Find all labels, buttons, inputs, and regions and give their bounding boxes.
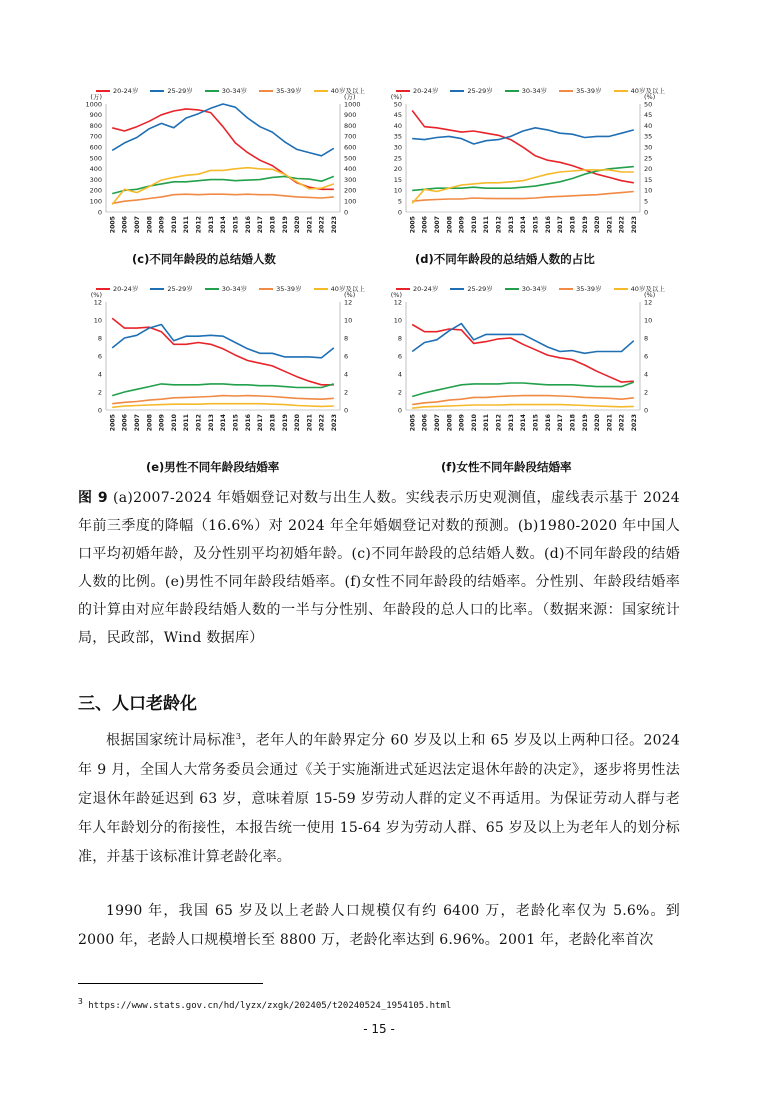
footnote-ref[interactable]: 3 [235, 732, 242, 741]
y-tick-label-right: 15 [644, 175, 653, 184]
x-tick-label: 2014 [520, 216, 528, 234]
legend-swatch [96, 90, 110, 92]
series-line [412, 324, 634, 354]
y-tick-label-right: 40 [644, 121, 653, 130]
x-tick-label: 2017 [257, 216, 265, 234]
y-tick-label-left: 0 [97, 208, 102, 217]
chart-svg [378, 280, 668, 440]
legend-swatch [396, 90, 410, 92]
y-tick-label-left: 12 [393, 298, 402, 307]
y-tick-label-left: 35 [393, 132, 402, 141]
y-tick-label-right: 100 [344, 197, 357, 206]
y-tick-label-right: 1000 [344, 100, 361, 109]
x-tick-label: 2008 [446, 216, 454, 234]
x-tick-label: 2010 [170, 414, 178, 432]
y-tick-label-right: 6 [344, 352, 349, 361]
legend-swatch [205, 90, 219, 92]
chart-legend [396, 86, 677, 95]
series-line [112, 109, 334, 189]
legend-item [505, 284, 547, 293]
chart-panel-c [78, 82, 368, 262]
y-tick-label-left: 40 [393, 121, 402, 130]
x-tick-label: 2023 [331, 216, 339, 234]
x-tick-label: 2018 [269, 414, 277, 432]
x-tick-label: 2020 [594, 216, 602, 234]
y-tick-label-left: 50 [393, 100, 402, 109]
legend-item [150, 86, 192, 95]
y-tick-label-left: 10 [93, 316, 102, 325]
legend-swatch [614, 288, 628, 290]
y-tick-label-right: 2 [344, 388, 349, 397]
x-tick-label: 2014 [220, 414, 228, 432]
x-tick-label: 2009 [458, 414, 466, 432]
chart-legend [96, 284, 377, 293]
y-tick-label-right: 200 [344, 186, 357, 195]
y-tick-label-left: 0 [397, 208, 402, 217]
x-tick-label: 2013 [507, 414, 515, 432]
series-line [412, 128, 634, 144]
y-tick-label-right: 0 [644, 208, 649, 217]
chart-panel-d [378, 82, 668, 262]
legend-label: 40岁及以上 [330, 285, 365, 293]
x-tick-label: 2006 [421, 216, 429, 234]
legend-item [205, 284, 247, 293]
legend-label: 20-24岁 [113, 285, 139, 293]
legend-swatch [96, 288, 110, 290]
y-tick-label-left: 900 [89, 111, 102, 120]
x-tick-label: 2011 [483, 216, 491, 234]
x-tick-label: 2006 [421, 414, 429, 432]
y-tick-label-left: 5 [397, 197, 402, 206]
y-tick-label-right: 10 [644, 316, 653, 325]
x-tick-label: 2016 [244, 216, 252, 234]
legend-item [205, 86, 247, 95]
legend-swatch [505, 90, 519, 92]
legend-swatch [450, 90, 464, 92]
x-tick-label: 2019 [581, 216, 589, 234]
y-tick-label-left: 300 [89, 175, 102, 184]
x-tick-label: 2023 [331, 414, 339, 432]
chart-svg [78, 280, 368, 440]
legend-item [259, 284, 301, 293]
y-tick-label-left: 20 [393, 165, 402, 174]
y-tick-label-left: 6 [397, 352, 402, 361]
x-tick-label: 2007 [433, 414, 441, 432]
paragraph-1 [78, 722, 680, 872]
legend-label: 35-39岁 [276, 87, 302, 95]
figure-label: 图 9 [78, 490, 108, 506]
x-tick-label: 2007 [133, 216, 141, 234]
legend-item [450, 86, 492, 95]
series-line [112, 404, 334, 408]
legend-label: 35-39岁 [576, 87, 602, 95]
legend-swatch [314, 90, 328, 92]
legend-swatch [314, 288, 328, 290]
figure-caption [78, 484, 680, 652]
y-tick-label-right: 12 [644, 298, 653, 307]
x-tick-label: 2007 [133, 414, 141, 432]
x-tick-label: 2021 [606, 216, 614, 234]
y-tick-label-right: 600 [344, 143, 357, 152]
x-tick-label: 2011 [483, 414, 491, 432]
legend-label: 30-34岁 [221, 87, 248, 95]
x-tick-label: 2019 [281, 414, 289, 432]
x-tick-label: 2010 [470, 216, 478, 234]
chart-panel-e [78, 280, 368, 460]
legend-item [396, 86, 438, 95]
y-tick-label-right: 500 [344, 154, 357, 163]
x-tick-label: 2009 [158, 414, 166, 432]
y-tick-label-right: 0 [344, 208, 349, 217]
x-tick-label: 2015 [532, 216, 540, 234]
y-tick-label-right: 0 [344, 406, 349, 415]
y-tick-label-left: 0 [97, 406, 102, 415]
legend-label: 25-29岁 [167, 285, 193, 293]
legend-item [259, 86, 301, 95]
legend-swatch [205, 288, 219, 290]
legend-swatch [559, 90, 573, 92]
x-tick-label: 2010 [170, 216, 178, 234]
legend-label: 20-24岁 [413, 285, 439, 293]
legend-label: 35-39岁 [276, 285, 302, 293]
x-tick-label: 2018 [269, 216, 277, 234]
y-tick-label-right: 20 [644, 165, 653, 174]
legend-item [559, 284, 601, 293]
y-tick-label-left: 15 [393, 175, 402, 184]
x-tick-label: 2014 [220, 216, 228, 234]
x-tick-label: 2012 [195, 414, 203, 432]
series-line [412, 111, 634, 183]
series-line [112, 104, 334, 156]
y-tick-label-right: 0 [644, 406, 649, 415]
legend-label: 30-34岁 [521, 87, 548, 95]
x-tick-label: 2008 [446, 414, 454, 432]
y-unit-left: (%) [390, 93, 402, 101]
y-tick-label-left: 100 [89, 197, 102, 206]
y-tick-label-right: 12 [344, 298, 353, 307]
chart-svg [378, 82, 668, 242]
y-tick-label-right: 50 [644, 100, 653, 109]
legend-label: 25-29岁 [467, 285, 493, 293]
x-tick-label: 2013 [207, 414, 215, 432]
legend-swatch [396, 288, 410, 290]
x-tick-label: 2017 [257, 414, 265, 432]
chart-legend [96, 86, 377, 95]
x-tick-label: 2005 [409, 216, 417, 234]
x-tick-label: 2020 [294, 414, 302, 432]
chart-svg [78, 82, 368, 242]
x-tick-label: 2017 [557, 414, 565, 432]
legend-label: 30-34岁 [221, 285, 248, 293]
legend-swatch [259, 90, 273, 92]
y-tick-label-right: 35 [644, 132, 653, 141]
legend-swatch [259, 288, 273, 290]
series-line [412, 382, 634, 396]
x-tick-label: 2016 [544, 414, 552, 432]
y-tick-label-right: 4 [344, 370, 349, 379]
series-line [112, 318, 334, 385]
y-unit-left: (%) [390, 291, 402, 299]
x-tick-label: 2009 [458, 216, 466, 234]
legend-item [505, 86, 547, 95]
x-tick-label: 2005 [109, 414, 117, 432]
y-tick-label-left: 1000 [85, 100, 102, 109]
y-tick-label-right: 300 [344, 175, 357, 184]
x-tick-label: 2022 [618, 414, 626, 432]
y-tick-label-left: 2 [397, 388, 402, 397]
x-tick-label: 2016 [544, 216, 552, 234]
y-tick-label-right: 10 [344, 316, 353, 325]
x-tick-label: 2010 [470, 414, 478, 432]
legend-label: 35-39岁 [576, 285, 602, 293]
section-heading: 三、人口老龄化 [78, 694, 197, 714]
footnote-rule [78, 983, 263, 984]
y-tick-label-right: 4 [644, 370, 649, 379]
series-line [112, 325, 334, 358]
x-tick-label: 2007 [433, 216, 441, 234]
legend-swatch [559, 288, 573, 290]
x-tick-label: 2019 [581, 414, 589, 432]
legend-label: 40岁及以上 [630, 285, 665, 293]
series-line [412, 405, 634, 409]
x-tick-label: 2006 [121, 414, 129, 432]
paragraph-2-text: 1990 年，我国 65 岁及以上老龄人口规模仅有约 6400 万，老龄化率仅为 5.6%。到 2000 年，老龄人口规模增长至 8800 万，老龄化率达到 6.96%。2001 年，老龄化率首次 [78, 903, 680, 948]
legend-label: 40岁及以上 [630, 87, 665, 95]
legend-item [614, 284, 665, 293]
figure-caption-text: (a)2007-2024 年婚姻登记对数与出生人数。实线表示历史观测值，虚线表示基于 2024 年前三季度的降幅（16.6%）对 2024 年全年婚姻登记对数的预测。(b)1980-2020 年中国人口平均初婚年龄，及分性别平均初婚年龄。(c)不同年龄段的总结婚人数。(d)不同年龄段的结婚人数的比例。(e)男性不同年龄段结婚率。(f)女性不同年龄段的结婚率。分性别、年龄段结婚率的计算由对应年龄段结婚人数的一半与分性别、年龄段的总人口的比率。（数据来源：国家统计局，民政部，Wind 数据库） [78, 490, 680, 646]
x-tick-label: 2015 [232, 216, 240, 234]
legend-item [314, 284, 365, 293]
legend-item [559, 86, 601, 95]
y-tick-label-left: 6 [97, 352, 102, 361]
x-tick-label: 2022 [318, 414, 326, 432]
legend-swatch [614, 90, 628, 92]
x-tick-label: 2022 [318, 215, 326, 234]
chart-caption-c: (c)不同年龄段的总结婚人数 [132, 252, 276, 266]
y-tick-label-left: 200 [89, 186, 102, 195]
series-line [112, 384, 334, 396]
legend-item [614, 86, 665, 95]
legend-swatch [150, 90, 164, 92]
legend-label: 20-24岁 [413, 87, 439, 95]
y-unit-right: (万) [344, 93, 356, 101]
y-tick-label-left: 500 [89, 154, 102, 163]
y-unit-left: (%) [90, 291, 102, 299]
x-tick-label: 2021 [306, 414, 314, 432]
x-tick-label: 2018 [569, 414, 577, 432]
paragraph-2 [78, 897, 680, 955]
legend-swatch [505, 288, 519, 290]
x-tick-label: 2022 [618, 215, 626, 234]
x-tick-label: 2014 [520, 414, 528, 432]
legend-label: 40岁及以上 [330, 87, 365, 95]
legend-item [314, 86, 365, 95]
x-tick-label: 2012 [495, 216, 503, 234]
x-tick-label: 2005 [409, 414, 417, 432]
y-tick-label-right: 400 [344, 165, 357, 174]
y-tick-label-left: 8 [97, 334, 102, 343]
y-tick-label-right: 8 [344, 334, 349, 343]
x-tick-label: 2020 [594, 414, 602, 432]
legend-swatch [450, 288, 464, 290]
legend-label: 30-34岁 [521, 285, 548, 293]
y-unit-right: (%) [644, 291, 656, 299]
x-tick-label: 2023 [631, 414, 639, 432]
y-tick-label-left: 600 [89, 143, 102, 152]
x-tick-label: 2012 [195, 216, 203, 234]
y-tick-label-right: 5 [644, 197, 649, 206]
y-tick-label-left: 4 [397, 370, 402, 379]
y-tick-label-right: 900 [344, 111, 357, 120]
legend-item [450, 284, 492, 293]
y-tick-label-right: 30 [644, 143, 653, 152]
x-tick-label: 2016 [244, 414, 252, 432]
chart-caption-f: (f)女性不同年龄段结婚率 [441, 460, 572, 474]
legend-swatch [150, 288, 164, 290]
x-tick-label: 2021 [306, 216, 314, 234]
legend-label: 25-29岁 [467, 87, 493, 95]
y-tick-label-right: 700 [344, 132, 357, 141]
y-tick-label-left: 4 [97, 370, 102, 379]
y-tick-label-left: 700 [89, 132, 102, 141]
x-tick-label: 2011 [183, 414, 191, 432]
x-tick-label: 2015 [232, 414, 240, 432]
legend-label: 20-24岁 [113, 87, 139, 95]
x-tick-label: 2017 [557, 216, 565, 234]
y-tick-label-right: 10 [644, 186, 653, 195]
y-tick-label-left: 12 [93, 298, 102, 307]
y-unit-right: (%) [344, 291, 356, 299]
y-tick-label-left: 10 [393, 316, 402, 325]
y-unit-right: (%) [644, 93, 656, 101]
paragraph-1-text-b: ，老年人的年龄界定分 60 岁及以上和 65 岁及以上两种口径。2024 年 9 月，全国人大常务委员会通过《关于实施渐进式延迟法定退休年龄的决定》，逐步将男性法定退休年龄延迟到 63 岁，意味着原 15-59 岁劳动人群的定义不再适用。为保证劳动人群与老年人年龄划分的衔接性，本报告统一使用 15-64 岁为劳动人群、65 岁及以上为老年人的划分标准，并基于该标准计算老龄化率。 [78, 732, 680, 865]
series-line [412, 192, 634, 202]
x-tick-label: 2013 [507, 216, 515, 234]
y-tick-label-right: 2 [644, 388, 649, 397]
series-line [112, 194, 334, 203]
y-tick-label-left: 30 [393, 143, 402, 152]
x-tick-label: 2019 [281, 216, 289, 234]
y-unit-left: (万) [90, 93, 102, 101]
x-tick-label: 2005 [109, 216, 117, 234]
chart-panel-f [378, 280, 668, 460]
chart-caption-e: (e)男性不同年龄段结婚率 [146, 460, 280, 474]
y-tick-label-left: 2 [97, 388, 102, 397]
y-tick-label-left: 25 [393, 154, 402, 163]
y-tick-label-right: 25 [644, 154, 653, 163]
x-tick-label: 2006 [121, 216, 129, 234]
chart-caption-d: (d)不同年龄段的总结婚人数的占比 [415, 252, 595, 266]
y-tick-label-right: 6 [644, 352, 649, 361]
series-line [412, 396, 634, 405]
series-line [112, 396, 334, 404]
legend-item [96, 86, 138, 95]
legend-item [96, 284, 138, 293]
x-tick-label: 2011 [183, 216, 191, 234]
x-tick-label: 2008 [146, 414, 154, 432]
legend-item [396, 284, 438, 293]
x-tick-label: 2015 [532, 414, 540, 432]
legend-item [150, 284, 192, 293]
footnote-url[interactable]: https://www.stats.gov.cn/hd/lyzx/zxgk/202405/t20240524_1954105.html [88, 1001, 452, 1011]
x-tick-label: 2009 [158, 216, 166, 234]
footnote-mark: 3 [78, 997, 83, 1006]
x-tick-label: 2018 [569, 216, 577, 234]
x-tick-label: 2013 [207, 216, 215, 234]
y-tick-label-right: 8 [644, 334, 649, 343]
page-number: - 15 - [363, 1022, 395, 1036]
y-tick-label-left: 45 [393, 111, 402, 120]
y-tick-label-left: 400 [89, 165, 102, 174]
y-tick-label-left: 10 [393, 186, 402, 195]
x-tick-label: 2008 [146, 216, 154, 234]
x-tick-label: 2023 [631, 216, 639, 234]
legend-label: 25-29岁 [167, 87, 193, 95]
x-tick-label: 2020 [294, 216, 302, 234]
x-tick-label: 2021 [606, 414, 614, 432]
y-tick-label-left: 8 [397, 334, 402, 343]
y-tick-label-right: 45 [644, 111, 653, 120]
series-line [112, 176, 334, 193]
footnote [78, 997, 451, 1011]
y-tick-label-right: 800 [344, 121, 357, 130]
x-tick-label: 2012 [495, 414, 503, 432]
paragraph-1-text-a: 根据国家统计局标准 [106, 732, 236, 749]
y-tick-label-left: 0 [397, 406, 402, 415]
y-tick-label-left: 800 [89, 121, 102, 130]
chart-legend [396, 284, 677, 293]
